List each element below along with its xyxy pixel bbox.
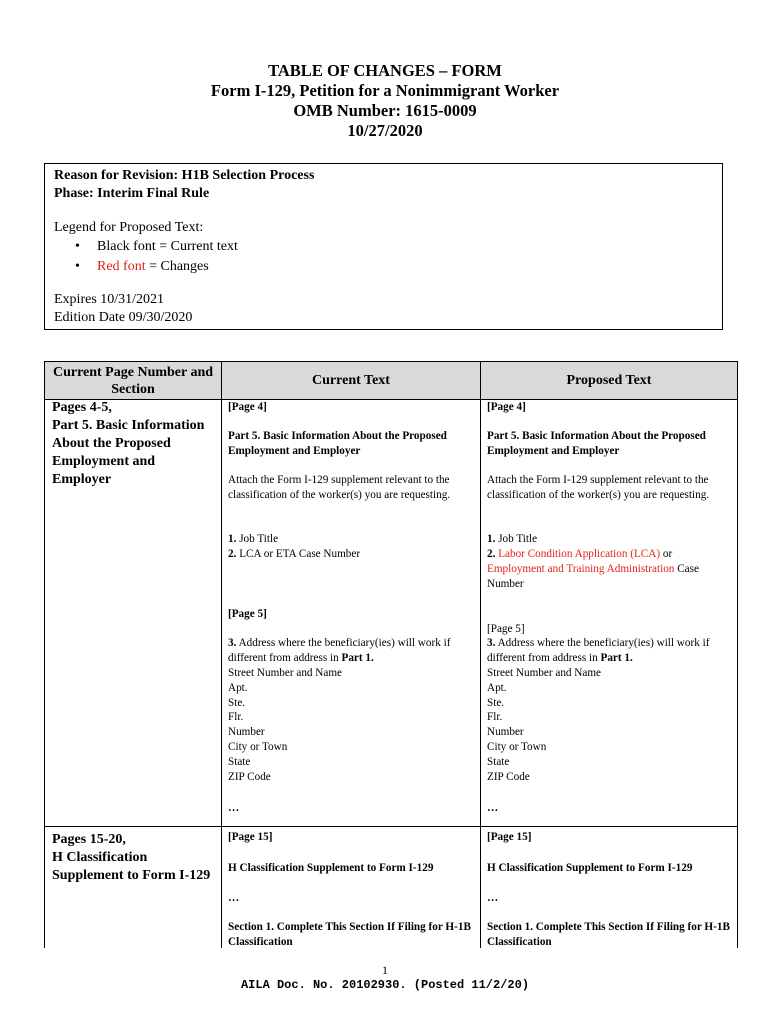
proposed-change-lca: Labor Condition Application (LCA) [498, 548, 661, 560]
aila-doc-number: AILA Doc. No. 20102930. (Posted 11/2/20) [240, 978, 530, 992]
legend-list [54, 237, 713, 277]
page-number: 1 [382, 963, 388, 977]
legend-title: Legend for Proposed Text: [54, 220, 204, 235]
legend-red-label: Red font [97, 259, 146, 274]
edition-date: Edition Date 09/30/2020 [54, 310, 193, 325]
column-header-section: Current Page Number and Section [45, 362, 221, 399]
proposed-change-eta: Employment and Training Administration [487, 562, 675, 575]
row1-section: Pages 4-5, Part 5. Basic Information About the Proposed Employment and Employer [52, 400, 205, 487]
current-address-lines: Street Number and Name Apt. Ste. Flr. Number City or Town State ZIP Code [228, 667, 343, 783]
revision-phase: Phase: Interim Final Rule [54, 186, 210, 201]
changes-table: Current Page Number and Section Current Text Proposed Text Pages 4-5, Part 5. Basic Information About the Proposed Employment and Employer [Page 4] Part 5. Basic Information About the Proposed Employment and Employer Attach the Form I-129 supplement relevant to the classification of the worker(s) you are requesting. 1. Job Title 2. LCA or ETA Case Number [Page 5] 3. Address where the beneficiary(ies) will work if different from address in Part 1. Street Number and Name Apt. Ste. Flr. Number City or Town State ZIP Code … [Page 4] Part 5. Basic Information About the Proposed Employment and Employer Attach the Form I-129 supplement relevant to the classification of the worker(s) you are requesting. 1. Job Title 2. Labor Condition Application (LCA) or Employment and Training Administration Case Number [Page 5] 3. Address where the beneficiary(ies) will work if different from address in Part 1. Street Number and Name Apt. Ste. Flr. Number City or Town State ZIP Code … Pages 15-20, H Classification Supplement to Form I-129 [Page 15] H Classification Supplement to Form I-129 … Section 1. Complete This Section If Filing for H-1B Classification [Page 15] H Classification Supplement to Form I-129 … Section 1. Complete This Section If Filing for H-1B Classification [44, 361, 738, 948]
revision-info-box [44, 163, 723, 330]
proposed-address-lines: Street Number and Name Apt. Ste. Flr. Number City or Town State ZIP Code [487, 667, 602, 783]
expires-date: Expires 10/31/2021 [54, 292, 165, 307]
form-name: Form I-129, Petition for a Nonimmigrant Worker [210, 81, 560, 100]
revision-reason: Reason for Revision: H1B Selection Process [54, 168, 315, 183]
document-header [0, 61, 770, 141]
row2-section: Pages 15-20, H Classification Supplement to Form I-129 [52, 832, 211, 883]
legend-item-black: • Black font = Current text [54, 237, 713, 257]
page-footer [0, 963, 770, 993]
document-date: 10/27/2020 [347, 121, 423, 140]
column-header-current: Current Text [222, 362, 480, 399]
document-title: TABLE OF CHANGES – FORM [268, 61, 502, 80]
legend-item-red: • Red font = Changes [54, 257, 713, 277]
column-header-proposed: Proposed Text [481, 362, 737, 399]
omb-number: OMB Number: 1615-0009 [293, 101, 477, 120]
